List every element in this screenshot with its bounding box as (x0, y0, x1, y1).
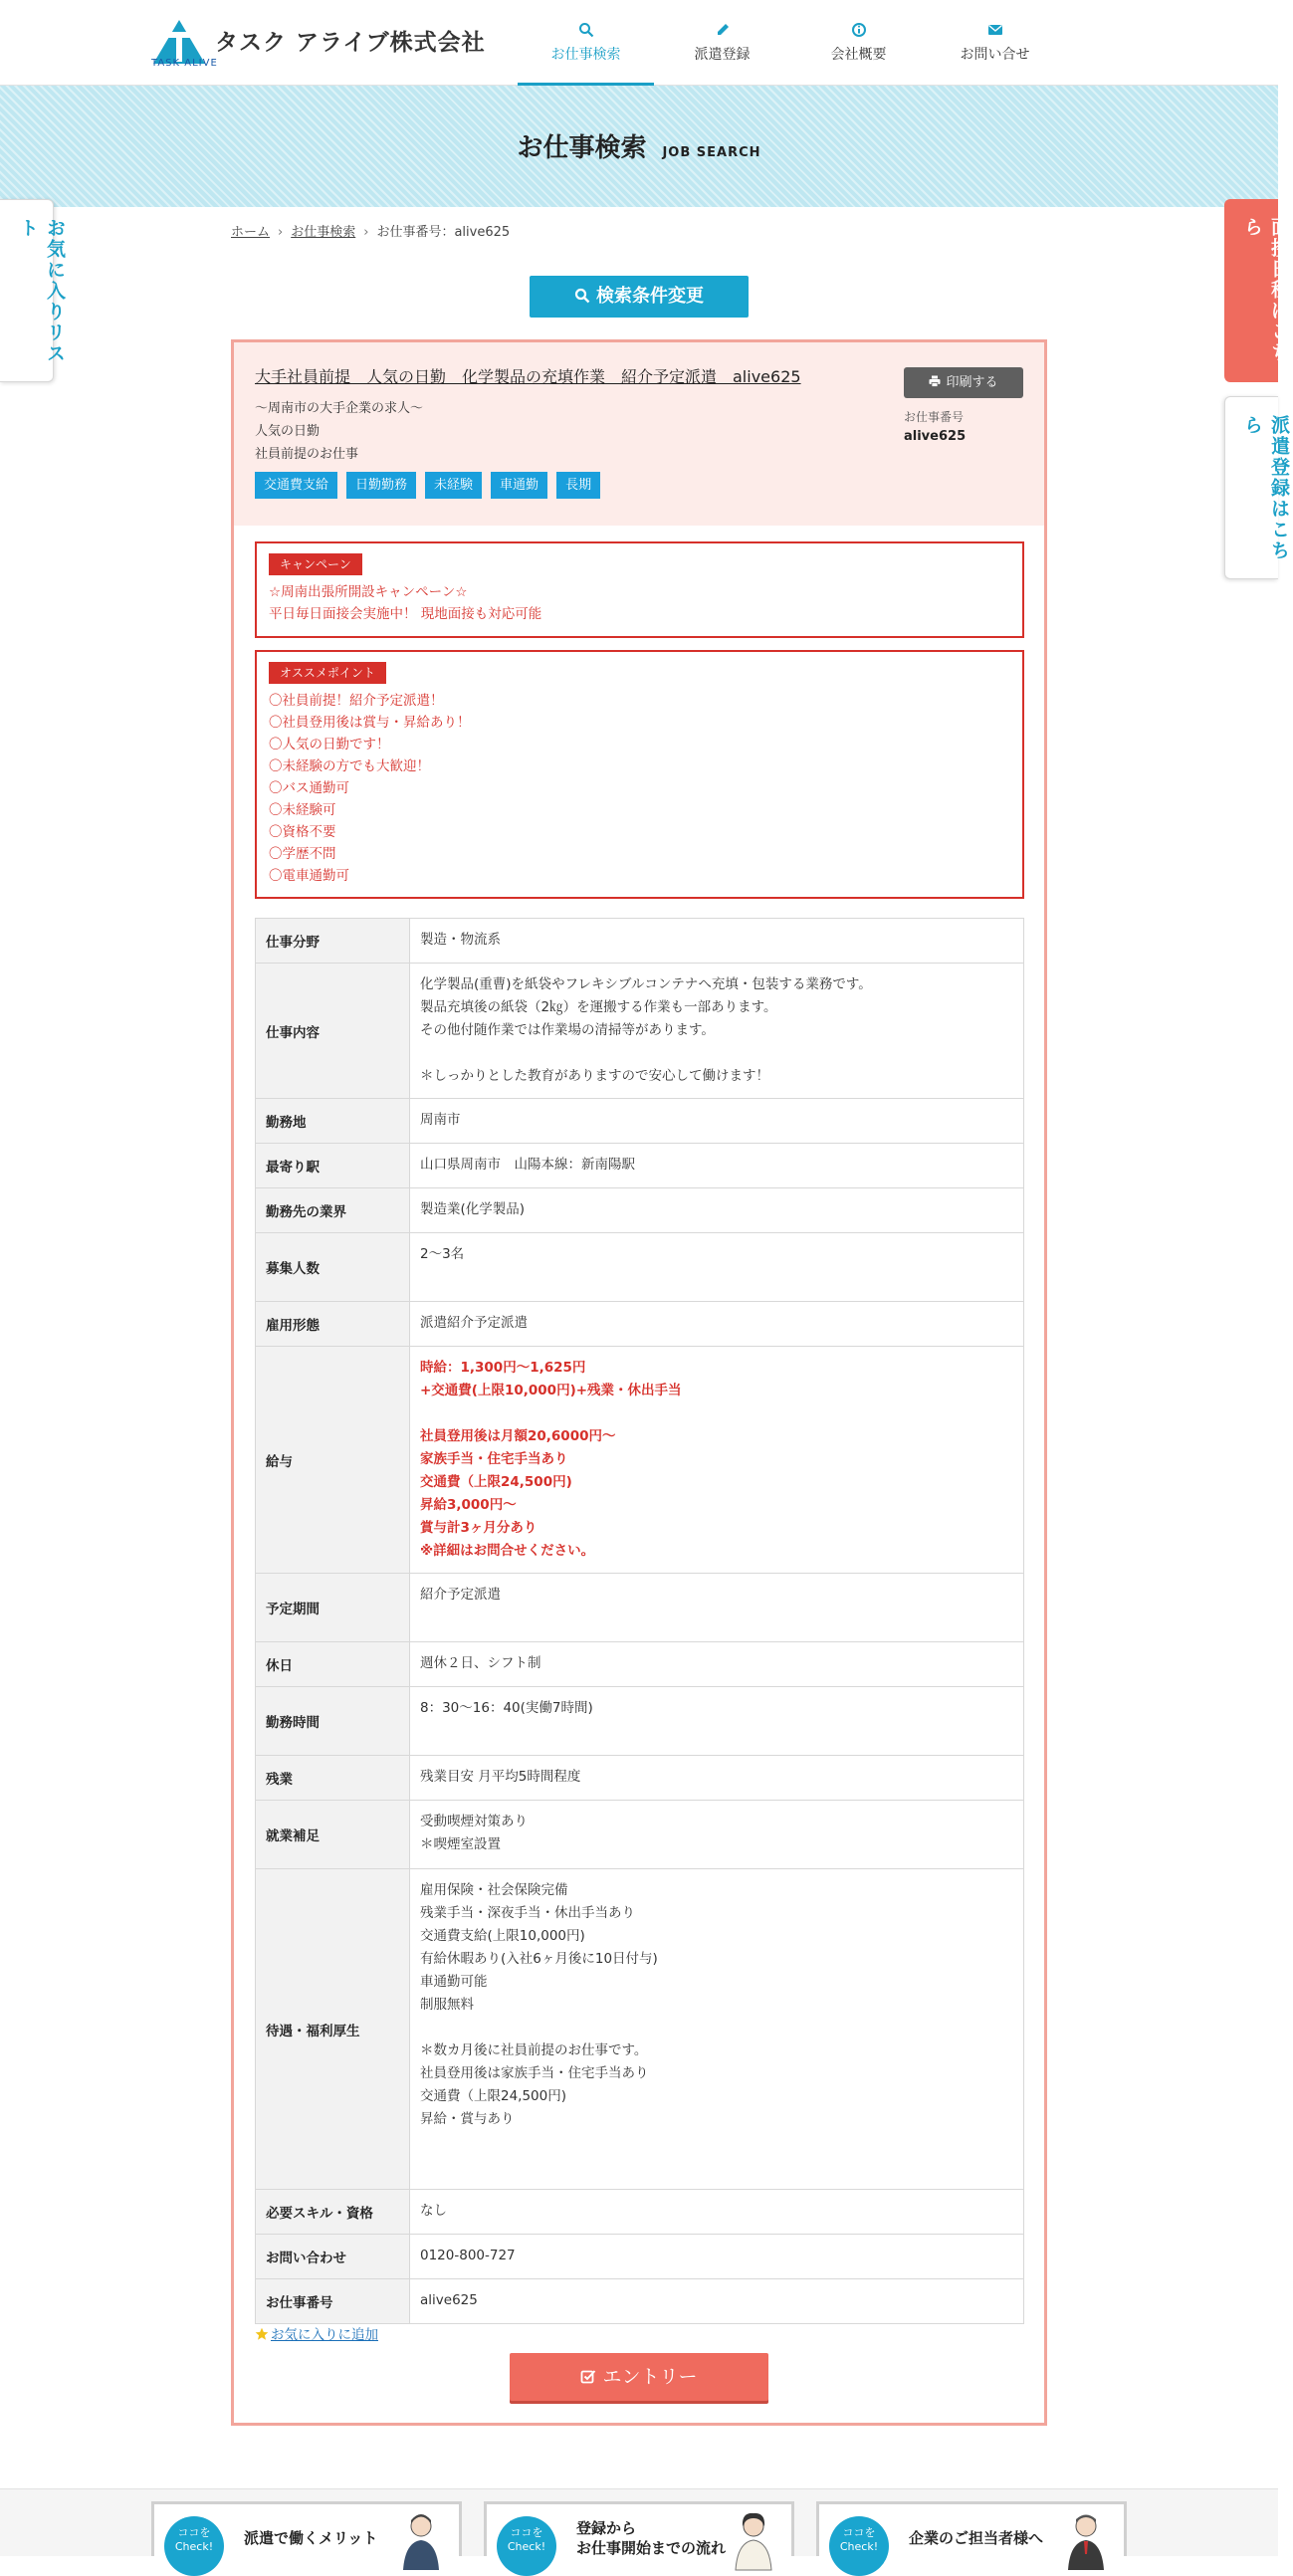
register-tab[interactable] (1224, 396, 1290, 579)
details-label: 勤務先の業界 (256, 1188, 410, 1233)
star-icon (255, 2327, 269, 2341)
entry-label: エントリー (602, 2366, 698, 2388)
breadcrumb-current: お仕事番号：alive625 (376, 225, 511, 240)
details-value (410, 1188, 1024, 1233)
job-details-table (255, 918, 1024, 2324)
campaign-box (255, 541, 1024, 638)
recommend-line: 〇学歴不問 (269, 846, 336, 862)
details-value-line: 0120-800-727 (420, 2248, 516, 2263)
recommend-line: 〇未経験可 (269, 802, 336, 818)
details-label: 最寄り駅 (256, 1144, 410, 1188)
job-tags (255, 472, 609, 499)
details-value-line: 社員登用後は月額20,6000円～ (420, 1428, 616, 1444)
campaign-line: 平日毎日面接会実施中！ 現地面接も対応可能 (269, 606, 542, 622)
details-value (410, 2235, 1024, 2279)
details-value-line: 制服無料 (420, 1997, 474, 2013)
recommend-line: 〇電車通勤可 (269, 868, 349, 884)
envelope-icon (927, 22, 1063, 40)
entry-button[interactable] (510, 2353, 768, 2401)
details-label: 仕事分野 (256, 919, 410, 964)
company-logo[interactable] (151, 18, 486, 74)
details-value (410, 1869, 1024, 2190)
recommend-line: 〇バス通勤可 (269, 780, 349, 796)
details-label: 待遇・福利厚生 (256, 1869, 410, 2190)
search-icon (518, 22, 654, 40)
details-value (410, 919, 1024, 964)
banner-text (909, 2518, 1043, 2548)
campaign-line: ☆周南出張所開設キャンペーン☆ (269, 584, 468, 600)
job-tag: 日勤勤務 (346, 472, 416, 499)
details-value-line (420, 2017, 1013, 2039)
banner-companies[interactable] (816, 2501, 1127, 2556)
nav-label: お仕事検索 (550, 47, 621, 63)
interview-schedule-label: 面接日程はこちら (1241, 217, 1290, 363)
details-value-line: 社員登用後は家族手当・住宅手当あり (420, 2065, 649, 2081)
details-value-line: 週休２日、シフト制 (420, 1655, 541, 1671)
nav-label: お問い合せ (960, 47, 1030, 63)
details-value-line: 製造・物流系 (420, 932, 501, 948)
details-row (256, 1756, 1024, 1801)
details-value-line (420, 1266, 1013, 1289)
nav-contact[interactable] (927, 0, 1063, 86)
details-row (256, 1144, 1024, 1188)
details-value-line: 8：30～16：40(実働7時間) (420, 1700, 593, 1716)
change-search-button[interactable] (530, 276, 749, 318)
print-label: 印刷する (946, 375, 998, 390)
details-label: 雇用形態 (256, 1302, 410, 1347)
check-badge: ココを Check! (497, 2516, 556, 2576)
details-value (410, 2279, 1024, 2324)
details-value (410, 1144, 1024, 1188)
details-value-line (420, 1607, 1013, 1629)
chevron-right-icon: › (278, 225, 284, 240)
details-value (410, 1687, 1024, 1756)
details-value-line: 製品充填後の紙袋（2㎏）を運搬する作業も一部あります。 (420, 999, 777, 1015)
details-value-line: 製造業(化学製品) (420, 1201, 526, 1217)
details-value-line (420, 1720, 1013, 1743)
details-row (256, 1188, 1024, 1233)
details-row (256, 1869, 1024, 2190)
info-icon (790, 22, 927, 40)
details-value (410, 2190, 1024, 2235)
details-row (256, 2279, 1024, 2324)
job-lead-line: 社員前提のお仕事 (255, 447, 359, 462)
job-tag: 交通費支給 (255, 472, 337, 499)
recommend-line: 〇人気の日勤です！ (269, 737, 390, 752)
add-favorite-link[interactable] (255, 2323, 378, 2343)
logo-sub: TASK ALIVE (151, 58, 218, 69)
print-button[interactable] (904, 367, 1023, 398)
chevron-right-icon: › (363, 225, 369, 240)
logo-name: タスク アライブ株式会社 (215, 30, 486, 56)
nav-label: 派遣登録 (694, 47, 751, 63)
banner-flow[interactable] (484, 2501, 794, 2556)
details-label: 予定期間 (256, 1574, 410, 1642)
details-label: お仕事番号 (256, 2279, 410, 2324)
details-value (410, 1099, 1024, 1144)
details-row (256, 2190, 1024, 2235)
details-value-line: 有給休暇あり(入社6ヶ月後に10日付与) (420, 1951, 658, 1967)
recommend-box (255, 650, 1024, 899)
favorites-list-tab[interactable] (0, 199, 66, 382)
person-illustration-icon (732, 2510, 775, 2570)
details-value-line: なし (420, 2203, 447, 2219)
recommend-line: 〇未経験の方でも大歓迎！ (269, 758, 430, 774)
details-label: 残業 (256, 1756, 410, 1801)
details-label: お問い合わせ (256, 2235, 410, 2279)
recommend-line: 〇社員前提！紹介予定派遣！ (269, 693, 444, 709)
page-hero (0, 86, 1278, 207)
details-label: 就業補足 (256, 1801, 410, 1869)
details-value (410, 964, 1024, 1099)
campaign-label: キャンペーン (269, 553, 362, 575)
details-value (410, 1302, 1024, 1347)
details-row (256, 1099, 1024, 1144)
search-icon (574, 288, 590, 304)
job-title[interactable]: 大手社員前提 人気の日勤 化学製品の充填作業 紹介予定派遣 alive625 (255, 367, 801, 386)
details-row (256, 1687, 1024, 1756)
details-value-line: +交通費(上限10,000円)+残業・休出手当 (420, 1383, 682, 1398)
breadcrumb (231, 221, 510, 240)
details-row (256, 1642, 1024, 1687)
job-lead (255, 397, 423, 466)
details-row (256, 2235, 1024, 2279)
details-value-line (420, 1042, 1013, 1065)
details-label: 休日 (256, 1642, 410, 1687)
add-favorite-label: お気に入りに追加 (271, 2327, 378, 2343)
banner-line: お仕事開始までの流れ (576, 2539, 727, 2557)
favorites-list-label: お気に入りリスト (17, 218, 66, 364)
details-value-line (420, 1402, 1013, 1425)
details-value-line: 交通費（上限24,500円) (420, 2088, 567, 2104)
change-search-label: 検索条件変更 (596, 286, 704, 307)
details-value-line: 受動喫煙対策あり (420, 1814, 528, 1829)
details-value-line: alive625 (420, 2292, 478, 2308)
job-lead-line: ～周南市の大手企業の求人～ (255, 401, 424, 416)
details-row (256, 1347, 1024, 1574)
details-value (410, 1233, 1024, 1302)
details-row (256, 1801, 1024, 1869)
interview-schedule-tab[interactable] (1224, 199, 1290, 382)
details-value (410, 1347, 1024, 1574)
details-value-line: 時給：1,300円～1,625円 (420, 1360, 586, 1376)
details-value (410, 1574, 1024, 1642)
details-row (256, 919, 1024, 964)
details-value-line: ＊喫煙室設置 (420, 1836, 501, 1852)
check-badge: ココを Check! (829, 2516, 889, 2576)
recommend-line: 〇社員登用後は賞与・昇給あり！ (269, 715, 471, 731)
job-number-label: お仕事番号 (904, 410, 965, 424)
details-label: 給与 (256, 1347, 410, 1574)
person-illustration-icon (399, 2510, 443, 2570)
details-value-line: 賞与計3ヶ月分あり (420, 1520, 538, 1536)
details-value-line (420, 2131, 1013, 2154)
details-row (256, 1574, 1024, 1642)
job-tag: 未経験 (425, 472, 482, 499)
details-value-line: 周南市 (420, 1112, 461, 1128)
banner-line: 企業のご担当者様へ (909, 2529, 1044, 2547)
recommend-label: オススメポイント (269, 662, 386, 684)
details-value (410, 1642, 1024, 1687)
page-title-en: JOB SEARCH (662, 145, 761, 160)
details-label: 仕事内容 (256, 964, 410, 1099)
details-row (256, 1233, 1024, 1302)
details-value-line: 交通費（上限24,500円) (420, 1474, 572, 1490)
nav-job-search[interactable] (518, 0, 654, 86)
check-badge: ココを Check! (164, 2516, 224, 2576)
job-tag: 長期 (556, 472, 600, 499)
job-tag: 車通勤 (491, 472, 547, 499)
banner-line: 登録から (576, 2519, 637, 2537)
details-value-line: ＊しっかりとした教育がありますので安心して働けます！ (420, 1068, 769, 1084)
details-value-line: 雇用保険・社会保険完備 (420, 1882, 568, 1898)
details-value-line: 山口県周南市 山陽本線：新南陽駅 (420, 1157, 635, 1173)
details-value-line: 残業手当・深夜手当・休出手当あり (420, 1905, 635, 1921)
person-illustration-icon (1064, 2510, 1108, 2570)
banner-merit[interactable] (151, 2501, 462, 2556)
details-label: 必要スキル・資格 (256, 2190, 410, 2235)
main-nav (518, 0, 1063, 86)
details-row (256, 964, 1024, 1099)
job-card-header (234, 342, 1044, 526)
details-value-line: 車通勤可能 (420, 1974, 488, 1990)
details-value-line: その他付随作業では作業場の清掃等があります。 (420, 1022, 715, 1038)
banner-line: 派遣で働くメリット (244, 2529, 378, 2547)
nav-register[interactable] (654, 0, 790, 86)
details-value-line: 交通費支給(上限10,000円) (420, 1928, 585, 1944)
job-number-value: alive625 (904, 429, 967, 444)
details-value-line: 昇給・賞与あり (420, 2111, 515, 2127)
nav-label: 会社概要 (830, 47, 887, 63)
nav-company[interactable] (790, 0, 927, 86)
details-value-line: 紹介予定派遣 (420, 1587, 501, 1603)
job-lead-line: 人気の日勤 (255, 424, 321, 439)
details-label: 勤務時間 (256, 1687, 410, 1756)
details-label: 勤務地 (256, 1099, 410, 1144)
page-title (0, 127, 1278, 164)
details-row (256, 1302, 1024, 1347)
print-icon (929, 375, 941, 387)
pencil-icon (654, 22, 790, 40)
breadcrumb-home[interactable]: ホーム (231, 225, 271, 240)
details-value-line: 家族手当・住宅手当あり (420, 1451, 568, 1467)
banner-text (576, 2518, 726, 2558)
details-value-line: ＊数カ月後に社員前提のお仕事です。 (420, 2042, 648, 2058)
details-value-line: 化学製品(重曹)を紙袋やフレキシブルコンテナへ充填・包装する業務です。 (420, 976, 872, 992)
details-value-line: 派遣紹介予定派遣 (420, 1315, 528, 1331)
details-value (410, 1756, 1024, 1801)
register-tab-label: 派遣登録はこちら (1241, 415, 1290, 561)
job-card (231, 339, 1047, 2426)
details-value-line: ※詳細はお問合せください。 (420, 1543, 595, 1559)
details-value-line: 残業目安 月平均5時間程度 (420, 1769, 581, 1785)
checkbox-icon (580, 2369, 596, 2385)
details-label: 募集人数 (256, 1233, 410, 1302)
details-value (410, 1801, 1024, 1869)
breadcrumb-search[interactable]: お仕事検索 (291, 225, 356, 240)
page-title-ja: お仕事検索 (517, 133, 647, 163)
details-value-line: 2～3名 (420, 1246, 465, 1262)
recommend-line: 〇資格不要 (269, 824, 336, 840)
details-value-line: 昇給3,000円～ (420, 1497, 517, 1513)
site-header (0, 0, 1278, 86)
banner-text (244, 2518, 377, 2548)
